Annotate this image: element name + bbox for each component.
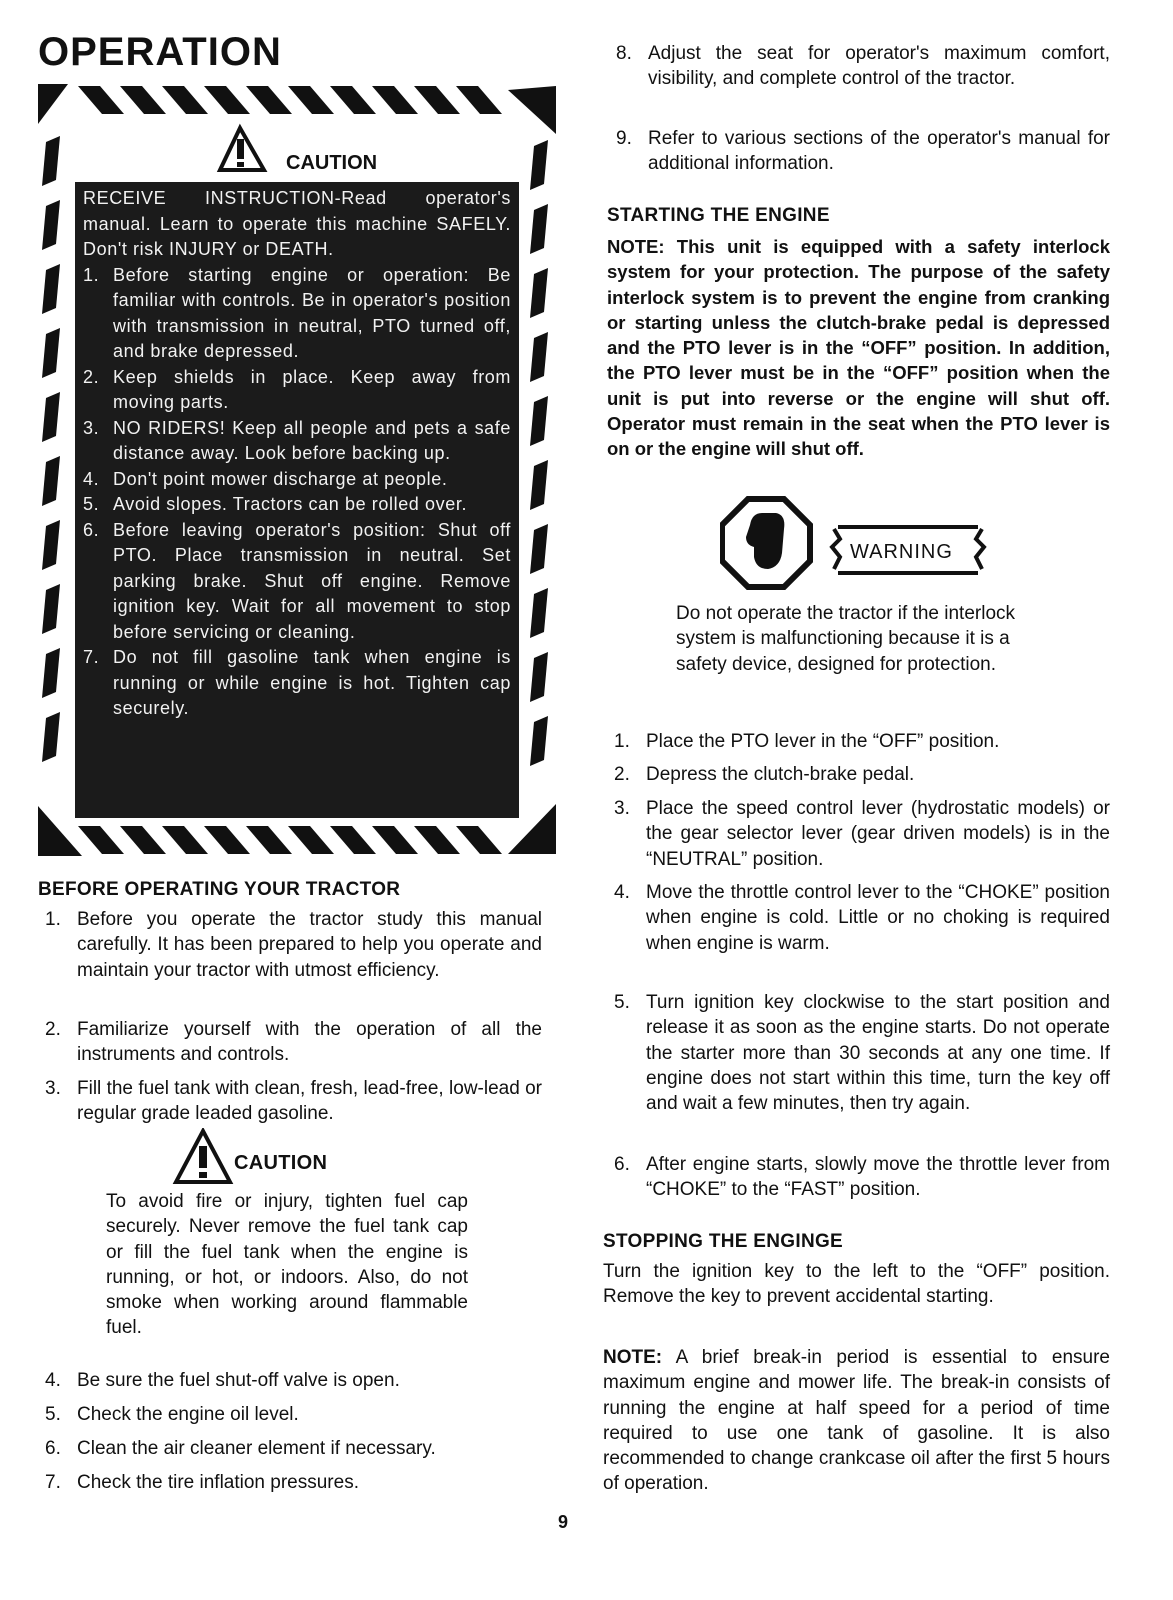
stop-hand-icon (722, 499, 810, 587)
interlock-note: NOTE: This unit is equipped with a safety interlock system for your protection. The purpose of the safety interlock system is to prevent the engine from cranking or starting unless the clutch-brake pedal is depressed and the PTO lever is in the “OFF” position. In addition, the PTO lever must be in the “OFF” position when the unit is put into reverse or the engine will shut off. Operator must remain in the seat when the PTO lever is on or the engine will shut off. (607, 236, 1110, 460)
caution-label (38, 84, 556, 856)
list-item: 2. Keep shields in place. Keep away from moving parts. (83, 366, 511, 412)
list-item: 7. Do not fill gasoline tank when engine is running or while engine is hot. Tighten cap securely. (83, 647, 511, 718)
list-item: 3. Fill the fuel tank with clean, fresh, lead-free, low-lead or regular grade leaded gasoline. (45, 1078, 542, 1125)
list-item: 5. Check the engine oil level. (45, 1404, 299, 1425)
list-item: 9. Refer to various sections of the operator's manual for additional information. (616, 128, 1110, 175)
list-item: 4. Be sure the fuel shut-off valve is open. (45, 1370, 400, 1391)
list-item: 8. Adjust the seat for operator's maximum comfort, visibility, and complete control of the tractor. (616, 43, 1110, 90)
list-item: 6. Before leaving operator's position: Shut off PTO. Place transmission in neutral. Set parking brake. Shut off engine. Remove ignition key. Wait for all movement to stop before servicing or cleaning. (83, 519, 511, 642)
warning-text: Do not operate the tractor if the interlock system is malfunctioning because it is a safety device, designed for protection. (676, 603, 1016, 675)
caution-text-block (75, 182, 519, 818)
list-item: 1. Place the PTO lever in the “OFF” position. (614, 731, 1000, 752)
fuel-caution-text: To avoid fire or injury, tighten fuel cap securely. Never remove the fuel tank cap or fill the fuel tank when the engine is running, or hot, or indoors. Also, do not smoke when working around flammable fuel. (106, 1191, 468, 1339)
list-item: 5. Turn ignition key clockwise to the start position and release it as soon as the engine starts. Do not operate the starter more than 30 seconds at any one time. If engine does not start within this time, turn the key off and wait a few minutes, then try again. (614, 992, 1110, 1115)
list-item: 3. NO RIDERS! Keep all people and pets a safe distance away. Look before backing up. (83, 417, 511, 463)
warning-heading: WARNING (850, 541, 953, 563)
list-item: 6. After engine starts, slowly move the throttle lever from “CHOKE” to the “FAST” position. (614, 1154, 1110, 1201)
page-title: OPERATION (38, 30, 282, 74)
list-item: 2. Depress the clutch-brake pedal. (614, 764, 915, 785)
list-item: 4. Move the throttle control lever to the “CHOKE” position when engine is cold. Little or no choking is required when engine is warm. (614, 882, 1110, 954)
caution-triangle-icon (220, 128, 264, 170)
list-item: 1. Before you operate the tractor study this manual carefully. It has been prepared to help you operate and maintain your tractor with utmost efficiency. (45, 909, 542, 981)
list-item: 3. Place the speed control lever (hydrostatic models) or the gear selector lever (gear driven models) is in the “NEUTRAL” position. (614, 798, 1110, 870)
page-number: 9 (558, 1512, 569, 1532)
caution-lead: RECEIVE INSTRUCTION-Read operator's manual. Learn to operate this machine SAFELY. Don't risk INJURY or DEATH. (83, 188, 511, 259)
caution-list (83, 263, 511, 722)
list-item: 4. Don't point mower discharge at people. (83, 468, 448, 489)
list-item: 1. Before starting engine or operation: Be familiar with controls. Be in operator's position with transmission in neutral, PTO turned off, and brake depressed. (83, 264, 511, 361)
list-item: 5. Avoid slopes. Tractors can be rolled over. (83, 494, 468, 514)
section-heading-stopping: STOPPING THE ENGINGE (603, 1231, 844, 1252)
list-item: 7. Check the tire inflation pressures. (45, 1472, 359, 1493)
list-item: 2. Familiarize yourself with the operation of all the instruments and controls. (45, 1019, 542, 1066)
section-heading-starting: STARTING THE ENGINE (607, 205, 830, 226)
stopping-text: Turn the ignition key to the left to the “OFF” position. Remove the key to prevent accidental starting. (603, 1261, 1110, 1308)
caution-heading: CAUTION (286, 152, 378, 174)
caution-triangle-icon (172, 1128, 234, 1186)
break-in-note: NOTE: A brief break-in period is essential to ensure maximum engine and mower life. The break-in consists of running the engine at half speed for a period of time required to use one tank of gasoline. It is also recommended to change crankcase oil after the first 5 hours of operation. (603, 1347, 1110, 1495)
section-heading-before-operating: BEFORE OPERATING YOUR TRACTOR (38, 879, 401, 900)
fuel-caution-heading: CAUTION (234, 1152, 328, 1174)
list-item: 6. Clean the air cleaner element if necessary. (45, 1438, 436, 1459)
